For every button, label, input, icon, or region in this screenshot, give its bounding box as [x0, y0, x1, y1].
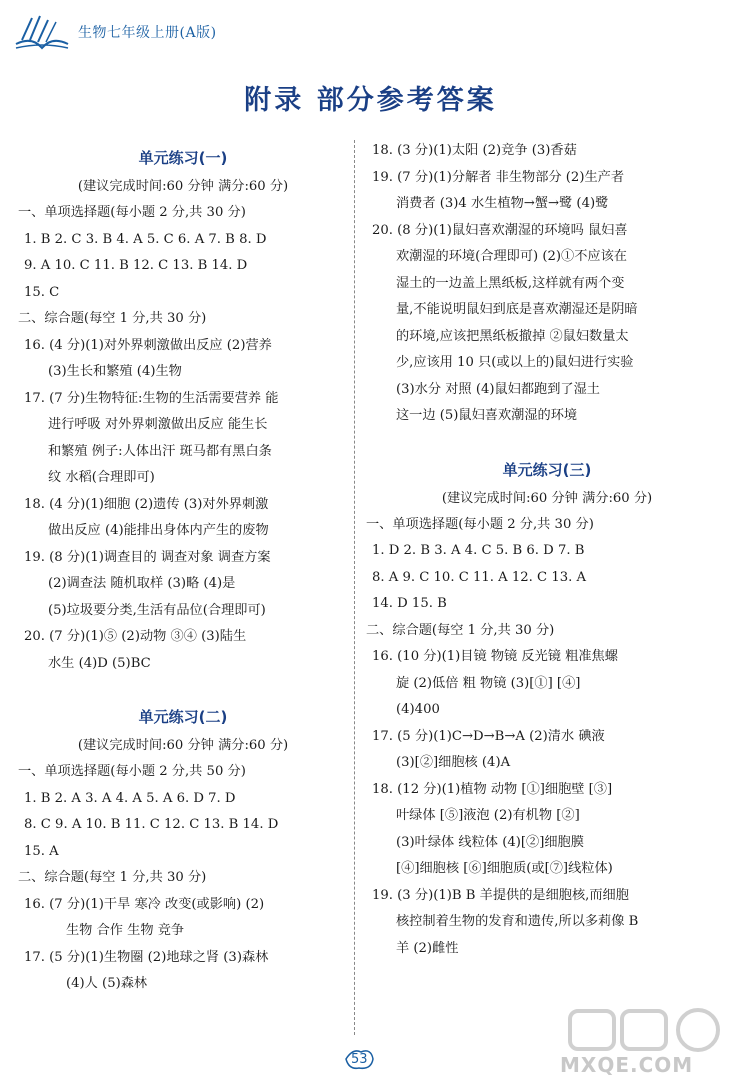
- spacer: [366, 430, 728, 450]
- answer-line: (3)[②]细胞核 (4)A: [396, 755, 511, 770]
- answer-line: 纹 水稻(合理即可): [48, 470, 155, 485]
- answer-line: 湿土的一边盖上黑纸板,这样就有两个变: [396, 275, 625, 291]
- page-number-text: 53: [351, 1052, 368, 1067]
- answer-line: 20. (7 分)(1)⑤ (2)动物 ③④ (3)陆生: [24, 629, 247, 644]
- answer-line: 1. B 2. A 3. A 4. A 5. A 6. D 7. D: [24, 790, 236, 806]
- answer-line: 量,不能说明鼠妇到底是喜欢潮湿还是阴暗: [396, 302, 638, 317]
- answer-line: 1. D 2. B 3. A 4. C 5. B 6. D 7. B: [372, 543, 585, 558]
- answer-line: 和繁殖 例子:人体出汗 斑马都有黑白条: [48, 443, 272, 459]
- spacer: [18, 677, 348, 697]
- column-divider: [354, 140, 355, 1035]
- answer-line: 18. (3 分)(1)太阳 (2)竞争 (3)香菇: [372, 143, 577, 158]
- section-heading: 二、综合题(每空 1 分,共 30 分): [18, 870, 207, 885]
- answer-line: 20. (8 分)(1)鼠妇喜欢潮湿的环境吗 鼠妇喜: [372, 222, 628, 238]
- answer-line: 1. B 2. C 3. B 4. A 5. C 6. A 7. B 8. D: [24, 231, 267, 247]
- answer-line: 15. C: [24, 284, 60, 300]
- answer-line: 羊 (2)雌性: [396, 940, 459, 956]
- answer-line: 进行呼吸 对外界刺激做出反应 能生长: [48, 417, 268, 432]
- answer-line: 16. (10 分)(1)目镜 物镜 反光镜 粗准焦螺: [372, 649, 618, 664]
- page-title: 附录 部分参考答案: [244, 85, 497, 116]
- answer-line: 19. (7 分)(1)分解者 非生物部分 (2)生产者: [372, 169, 625, 185]
- unit-3-hint: (建议完成时间:60 分钟 满分:60 分): [441, 490, 653, 506]
- answer-line: 叶绿体 [⑤]液泡 (2)有机物 [②]: [396, 808, 580, 823]
- answer-line: 19. (3 分)(1)B B 羊提供的是细胞核,而细胞: [372, 887, 629, 903]
- watermark-logo-icon: [560, 1005, 730, 1055]
- answer-line: 16. (4 分)(1)对外界刺激做出反应 (2)营养: [24, 337, 272, 353]
- page-number: [343, 1046, 375, 1072]
- right-column: [366, 138, 728, 962]
- answer-line: (3)生长和繁殖 (4)生物: [48, 364, 182, 379]
- answer-line: (2)调查法 随机取样 (3)略 (4)是: [48, 576, 236, 591]
- section-heading: 一、单项选择题(每小题 2 分,共 50 分): [18, 764, 246, 779]
- unit-1-title: 单元练习(一): [138, 149, 228, 167]
- answer-line: 18. (4 分)(1)细胞 (2)遗传 (3)对外界刺激: [24, 496, 269, 512]
- answer-line: (3)水分 对照 (4)鼠妇都跑到了湿土: [396, 381, 600, 397]
- answer-line: 消费者 (3)4 水生植物→蟹→鹭 (4)鹭: [396, 196, 609, 211]
- answer-line: 14. D 15. B: [372, 596, 447, 611]
- watermark-text: MXQE.COM: [560, 1053, 694, 1077]
- answer-line: 生物 合作 生物 竞争: [66, 923, 185, 938]
- unit-2-title: 单元练习(二): [138, 708, 228, 726]
- answer-line: (5)垃圾要分类,生活有品位(合理即可): [48, 602, 266, 618]
- answer-line: 17. (5 分)(1)生物圈 (2)地球之肾 (3)森林: [24, 949, 269, 965]
- answer-line: (4)400: [396, 702, 440, 717]
- answer-line: 少,应该用 10 只(或以上的)鼠妇进行实验: [396, 355, 634, 370]
- answer-line: 核控制着生物的发育和遗传,所以多莉像 B: [396, 914, 639, 929]
- section-heading: 二、综合题(每空 1 分,共 30 分): [366, 622, 555, 638]
- answer-line: 16. (7 分)(1)干旱 寒冷 改变(或影响) (2): [24, 896, 265, 912]
- answer-line: 17. (7 分)生物特征:生物的生活需要营养 能: [24, 390, 279, 406]
- answer-line: 的环境,应该把黑纸板撤掉 ②鼠妇数量太: [396, 328, 629, 344]
- answer-line: 15. A: [24, 843, 59, 859]
- answer-line: 这一边 (5)鼠妇喜欢潮湿的环境: [396, 408, 578, 423]
- answer-line: 8. A 9. C 10. C 11. A 12. C 13. A: [372, 569, 587, 585]
- unit-1-hint: (建议完成时间:60 分钟 满分:60 分): [77, 179, 289, 194]
- book-logo-icon: [12, 14, 70, 52]
- answer-line: 8. C 9. A 10. B 11. C 12. C 13. B 14. D: [24, 817, 279, 832]
- answer-line: 9. A 10. C 11. B 12. C 13. B 14. D: [24, 258, 248, 273]
- unit-2-hint: (建议完成时间:60 分钟 满分:60 分): [77, 738, 289, 753]
- answer-line: 17. (5 分)(1)C→D→B→A (2)清水 碘液: [372, 728, 605, 744]
- answer-line: 18. (12 分)(1)植物 动物 [①]细胞壁 [③]: [372, 781, 613, 797]
- answer-line: (3)叶绿体 线粒体 (4)[②]细胞膜: [396, 834, 584, 850]
- answer-line: 19. (8 分)(1)调查目的 调查对象 调查方案: [24, 549, 271, 565]
- left-column: [18, 138, 348, 998]
- unit-3-title: 单元练习(三): [502, 460, 592, 479]
- section-heading: 一、单项选择题(每小题 2 分,共 30 分): [18, 205, 246, 220]
- section-heading: 二、综合题(每空 1 分,共 30 分): [18, 311, 207, 326]
- answer-line: 水生 (4)D (5)BC: [48, 655, 151, 671]
- answer-line: 欢潮湿的环境(合理即可) (2)①不应该在: [396, 249, 627, 264]
- book-title: 生物七年级上册(A版): [78, 25, 217, 41]
- page-header: [0, 0, 741, 60]
- answer-line: [④]细胞核 [⑥]细胞质(或[⑦]线粒体): [396, 861, 613, 876]
- answer-line: 旋 (2)低倍 粗 物镜 (3)[①] [④]: [396, 675, 581, 691]
- answer-line: (4)人 (5)森林: [66, 976, 148, 991]
- section-heading: 一、单项选择题(每小题 2 分,共 30 分): [366, 516, 594, 532]
- watermark: [560, 1005, 730, 1083]
- answer-line: 做出反应 (4)能排出身体内产生的废物: [48, 523, 269, 538]
